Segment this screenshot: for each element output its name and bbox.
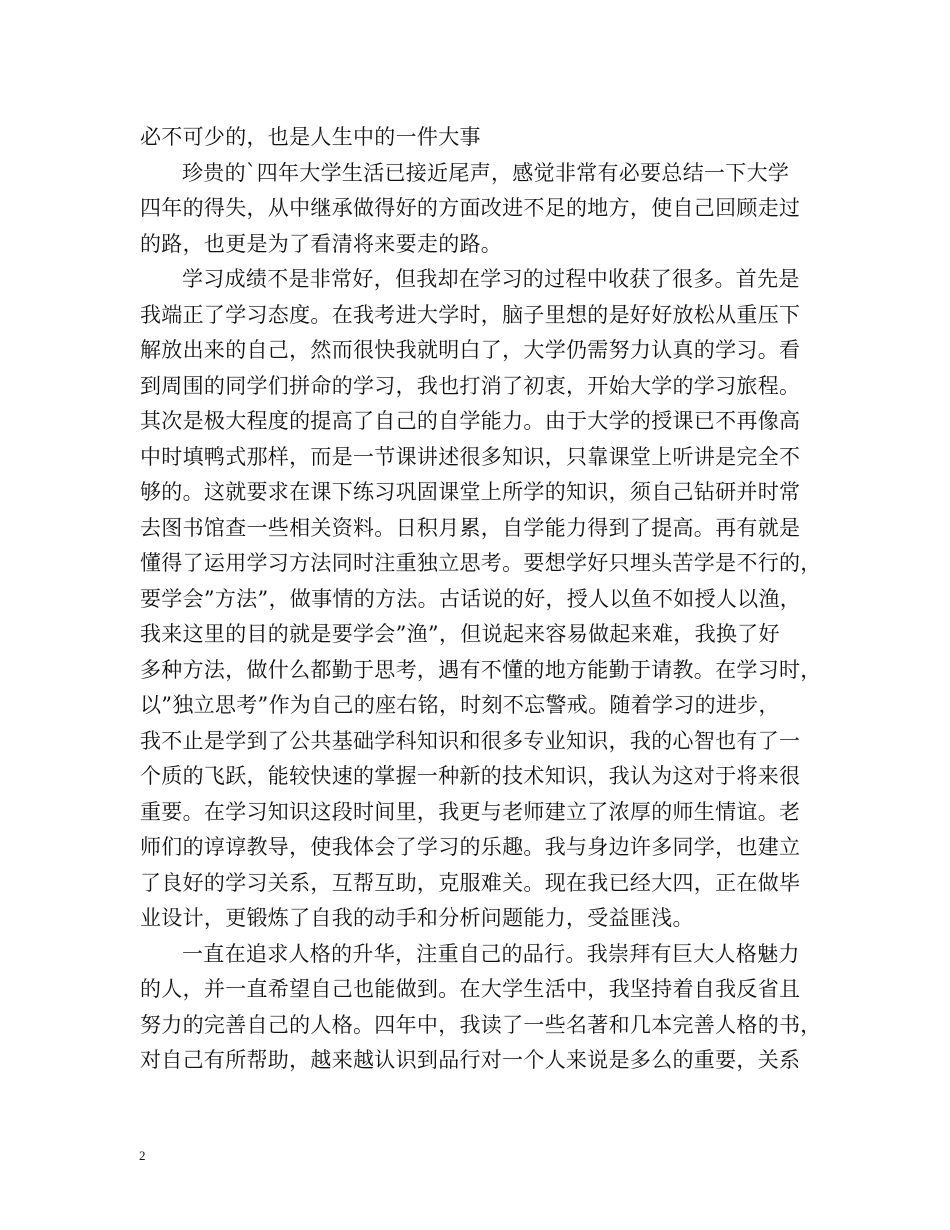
text-line: 珍贵的`四年大学生活已接近尾声，感觉非常有必要总结一下大学	[182, 160, 790, 185]
text-line: 了良好的学习关系，互帮互助，克服难关。现在我已经大四，正在做毕	[140, 870, 801, 895]
text-line: 学习成绩不是非常好，但我却在学习的过程中收获了很多。首先是	[182, 267, 800, 291]
page-number: 2	[139, 1148, 146, 1163]
text-line: 四年的得失，从中继承做得好的方面改进不足的地方，使自己回顾走过	[140, 196, 801, 220]
text-line: 多种方法，做什么都勤于思考，遇有不懂的地方能勤于请教。在学习时，	[140, 657, 822, 682]
text-line: 必不可少的，也是人生中的一件大事	[140, 125, 481, 149]
text-line: 师们的谆谆教导，使我体会了学习的乐趣。我与身边许多同学，也建立	[140, 835, 801, 859]
text-line: 解放出来的自己，然而很快我就明白了，大学仍需努力认真的学习。看	[140, 338, 801, 362]
text-line: 我来这里的目的就是要学会”渔”，但说起来容易做起来难，我换了好	[140, 622, 780, 646]
text-line: 对自己有所帮助，越来越认识到品行对一个人来说是多么的重要，关系	[140, 1048, 801, 1072]
text-line: 到周围的同学们拼命的学习，我也打消了初衷，开始大学的学习旅程。	[140, 373, 801, 398]
text-line: 一直在追求人格的升华，注重自己的品行。我崇拜有巨大人格魅力	[182, 941, 800, 966]
text-line: 重要。在学习知识这段时间里，我更与老师建立了浓厚的师生情谊。老	[140, 799, 801, 824]
text-line: 我不止是学到了公共基础学科知识和很多专业知识，我的心智也有了一	[140, 728, 801, 753]
text-line: 个质的飞跃，能较快速的掌握一种新的技术知识，我认为这对于将来很	[140, 764, 801, 788]
text-line: 懂得了运用学习方法同时注重独立思考。要想学好只埋头苦学是不行的，	[140, 551, 822, 575]
text-line: 努力的完善自己的人格。四年中，我读了一些名著和几本完善人格的书，	[140, 1012, 822, 1037]
text-line: 的人，并一直希望自己也能做到。在大学生活中，我坚持着自我反省且	[140, 977, 801, 1001]
text-line: 中时填鸭式那样，而是一节课讲述很多知识，只靠课堂上听讲是完全不	[140, 444, 801, 469]
text-line: 的路，也更是为了看清将来要走的路。	[140, 231, 503, 256]
text-line: 我端正了学习态度。在我考进大学时，脑子里想的是好好放松从重压下	[140, 302, 801, 327]
text-line: 要学会”方法”，做事情的方法。古话说的好，授人以鱼不如授人以渔，	[140, 586, 802, 611]
text-line: 去图书馆查一些相关资料。日积月累，自学能力得到了提高。再有就是	[140, 515, 801, 540]
body-text	[140, 120, 820, 1079]
text-line: 以”独立思考”作为自己的座右铭，时刻不忘警戒。随着学习的进步，	[140, 693, 780, 717]
text-line: 业设计，更锻炼了自我的动手和分析问题能力，受益匪浅。	[140, 906, 694, 930]
text-line: 够的。这就要求在课下练习巩固课堂上所学的知识，须自己钻研并时常	[140, 480, 801, 504]
text-line: 其次是极大程度的提高了自己的自学能力。由于大学的授课已不再像高	[140, 409, 801, 433]
